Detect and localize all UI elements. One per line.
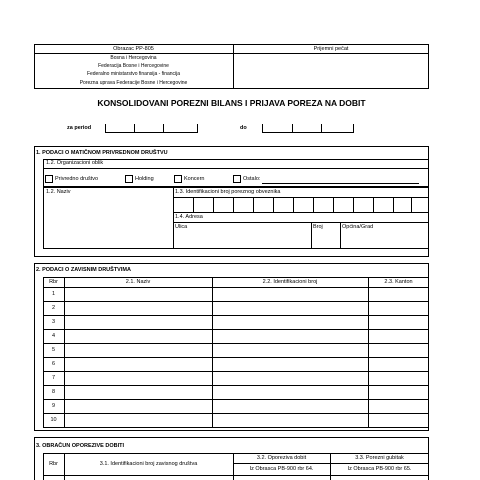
section3-heading: 3. OBRAČUN OPOREZIVE DOBITI bbox=[36, 443, 125, 449]
ostalo-field[interactable] bbox=[262, 183, 419, 184]
header-line-1: Bosna i Hercegovina bbox=[110, 55, 157, 61]
table-row[interactable] bbox=[43, 329, 429, 343]
s3-col-profit: 3.2. Oporeziva dobit bbox=[256, 455, 307, 461]
municipality-field[interactable] bbox=[341, 231, 428, 248]
page-title: KONSOLIDOVANI POREZNI BILANS I PRIJAVA POREZA NA DOBIT bbox=[97, 98, 366, 108]
option-ostalo: Ostalo: bbox=[243, 176, 261, 182]
form-code: Obrazac PP-805 bbox=[113, 46, 154, 52]
street-field[interactable] bbox=[174, 231, 310, 248]
s3-col-id: 3.1. Identifikacioni broj zavisnog društva bbox=[99, 461, 198, 467]
name-label: 1.2. Naziv bbox=[46, 189, 71, 195]
checkbox-privredno-drustvo[interactable] bbox=[45, 175, 53, 183]
header-line-3: Federalno ministarstvo finansija - financija bbox=[86, 71, 181, 77]
s3-col-loss-sub: Iz Obrasca PB-900 rbr 65. bbox=[347, 466, 412, 472]
street-label: Ulica bbox=[175, 224, 188, 230]
stamp-label: Prijemni pečat bbox=[313, 46, 349, 52]
row-number: 3 bbox=[51, 319, 56, 325]
table-row[interactable] bbox=[43, 301, 429, 315]
name-input-area[interactable] bbox=[44, 198, 172, 248]
row-number: 5 bbox=[51, 347, 56, 353]
row-number: 10 bbox=[50, 417, 57, 423]
row-number: 4 bbox=[51, 333, 56, 339]
table-row[interactable] bbox=[43, 343, 429, 357]
table-row[interactable] bbox=[43, 385, 429, 399]
option-koncern: Koncern bbox=[184, 176, 205, 182]
table-row[interactable] bbox=[43, 413, 429, 427]
table-row[interactable] bbox=[43, 315, 429, 329]
col-naziv: 2.1. Naziv bbox=[125, 279, 151, 285]
period-label: za period bbox=[67, 125, 92, 131]
header-line-2: Federacija Bosne i Hercegovine bbox=[98, 63, 169, 69]
table-row[interactable] bbox=[43, 399, 429, 413]
option-holding: Holding bbox=[135, 176, 154, 182]
col-rbr: Rbr bbox=[49, 279, 58, 285]
number-label: Broj bbox=[313, 224, 323, 230]
s3-col-loss: 3.3. Porezni gubitak bbox=[355, 455, 404, 461]
number-field[interactable] bbox=[312, 231, 339, 248]
s3-col-rbr: Rbr bbox=[49, 461, 58, 467]
header-line-4: Porezna uprava Federacije Bosne i Hercegovine bbox=[79, 80, 188, 86]
row-number: 8 bbox=[51, 389, 56, 395]
section2-heading: 2. PODACI O ZAVISNIM DRUŠTVIMA bbox=[36, 267, 131, 273]
period-to-label: do bbox=[240, 125, 247, 131]
row-number: 6 bbox=[51, 361, 56, 367]
address-label: 1.4. Adresa bbox=[175, 214, 203, 220]
table-row[interactable] bbox=[43, 371, 429, 385]
checkbox-ostalo[interactable] bbox=[233, 175, 241, 183]
col-identifikacioni-broj: 2.2. Identifikacioni broj bbox=[262, 279, 318, 285]
option-privredno-drustvo: Privredno društvo bbox=[55, 176, 99, 182]
org-form-label: 1.2. Organizacioni oblik bbox=[46, 160, 104, 166]
tax-id-label: 1.3. Identifikacioni broj poreznog obveznika bbox=[175, 189, 281, 195]
row-number: 9 bbox=[51, 403, 56, 409]
row-number: 7 bbox=[51, 375, 56, 381]
checkbox-holding[interactable] bbox=[125, 175, 133, 183]
row-number: 2 bbox=[51, 305, 56, 311]
s3-col-profit-sub: Iz Obrasca PB-900 rbr 64. bbox=[249, 466, 314, 472]
table-row[interactable] bbox=[43, 287, 429, 301]
section1-heading: 1. PODACI O MATIČNOM PRIVREDNOM DRUŠTVU bbox=[36, 150, 168, 156]
municipality-label: Općina/Grad bbox=[342, 224, 374, 230]
row-number: 1 bbox=[51, 291, 56, 297]
checkbox-koncern[interactable] bbox=[174, 175, 182, 183]
table-row[interactable] bbox=[43, 357, 429, 371]
col-kanton: 2.3. Kanton bbox=[384, 279, 413, 285]
